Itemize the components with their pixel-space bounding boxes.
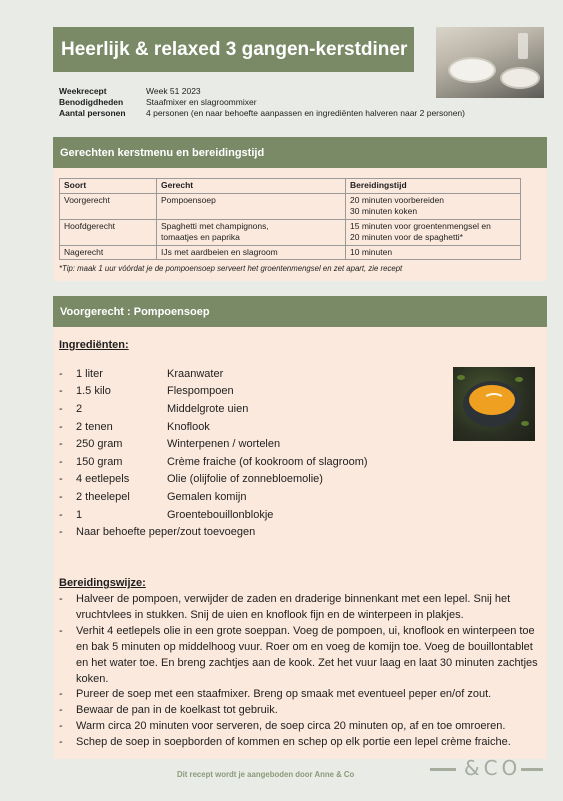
list-item: - 250 gram Winterpenen / wortelen bbox=[59, 438, 281, 451]
cell-gerecht bbox=[157, 219, 346, 245]
list-item: - 2 theelepel Gemalen komijn bbox=[59, 490, 247, 503]
logo-line bbox=[430, 768, 456, 771]
cell-line: IJs met aardbeien en slagroom bbox=[161, 246, 278, 257]
meta-label: Benodigdheden bbox=[59, 97, 124, 107]
herb-shape bbox=[457, 375, 465, 380]
list-item: - 2 tenen Knoflook bbox=[59, 420, 210, 433]
logo-line bbox=[521, 768, 543, 771]
ingredient-name: Kraanwater bbox=[167, 367, 224, 380]
ingredients-list bbox=[59, 365, 368, 541]
ingredient-name: Knoflook bbox=[167, 420, 210, 433]
cell-line: 20 minuten voorbereiden bbox=[350, 194, 445, 205]
ingredient-qty: 1 bbox=[76, 508, 83, 521]
tip-note: *Tip: maak 1 uur vóórdat je de pompoensoep serveert het groentenmengsel en zet apart, zie recept bbox=[59, 264, 403, 273]
list-item: - Naar behoefte peper/zout toevoegen bbox=[59, 526, 256, 539]
meta-value: Week 51 2023 bbox=[146, 86, 201, 96]
table-header-row bbox=[60, 179, 521, 194]
ingredient-name: Gemalen komijn bbox=[167, 490, 247, 503]
logo-mark: &CO bbox=[464, 756, 522, 780]
list-item: - 2 Middelgrote uien bbox=[59, 402, 249, 415]
step-text: Schep de soep in soepborden of kommen en schep op elk portie een lepel crème fraiche. bbox=[76, 736, 511, 749]
menu-section-title: Gerechten kerstmenu en bereidingstijd bbox=[60, 146, 265, 159]
preparation-list bbox=[59, 592, 539, 751]
menu-panel bbox=[53, 168, 547, 281]
step-text: Verhit 4 eetlepels olie in een grote soeppan. Voeg de pompoen, ui, knoflook en winterpeen toe en bak 5 minuten op middelhoog vuur. Roer om en voeg de komijn toe. Voeg de bouillontablet en het water toe. En breng zachtjes aan de kook. Zet het vuur laag en laat 30 minuten zachtjes koken. bbox=[76, 624, 538, 685]
step-text: Warm circa 20 minuten voor serveren, de soep circa 20 minuten op, af en toe omroeren. bbox=[76, 720, 506, 733]
table-row bbox=[60, 219, 521, 245]
list-item: - Verhit 4 eetlepels olie in een grote soeppan. Voeg de pompoen, ui, knoflook en winterpeen toe en bak 5 minuten op middelhoog vuur. Roer om en voeg de komijn toe. Voeg de bouillontablet en het water toe. En breng zachtjes aan de kook. Zet het vuur laag en laat 30 minuten zachtjes koken. bbox=[59, 624, 539, 688]
ingredient-qty: 2 tenen bbox=[76, 420, 113, 433]
ingredient-qty: 150 gram bbox=[76, 455, 123, 468]
preparation-heading: Bereidingswijze: bbox=[59, 577, 146, 589]
meta-value: 4 personen (en naar behoefte aanpassen en ingrediënten halveren naar 2 personen) bbox=[146, 108, 465, 118]
ingredient-qty: Naar behoefte peper/zout toevoegen bbox=[76, 526, 256, 539]
ingredient-name: Middelgrote uien bbox=[167, 402, 249, 415]
meta-label: Weekrecept bbox=[59, 86, 107, 96]
step-text: Bewaar de pan in de koelkast tot gebruik. bbox=[76, 704, 278, 717]
ingredient-qty: 4 eetlepels bbox=[76, 473, 130, 486]
table-row bbox=[60, 193, 521, 219]
footer-credit: Dit recept wordt je aangeboden door Anne & Co bbox=[177, 770, 355, 779]
page-title: Heerlijk & relaxed 3 gangen-kerstdiner bbox=[61, 38, 408, 60]
cream-swirl bbox=[483, 393, 505, 407]
meta-row bbox=[59, 97, 465, 108]
cell-tijd bbox=[346, 193, 521, 219]
cell-line: Pompoensoep bbox=[161, 194, 216, 205]
list-item: - 150 gram Crème fraiche (of kookroom of slagroom) bbox=[59, 455, 368, 468]
brand-logo bbox=[430, 758, 543, 780]
cell-soort: Voorgerecht bbox=[60, 193, 157, 219]
recipe-meta bbox=[59, 86, 465, 119]
column-header: Gerecht bbox=[157, 179, 346, 194]
plate-shape bbox=[450, 59, 494, 81]
column-header: Bereidingstijd bbox=[346, 179, 521, 194]
meta-row bbox=[59, 108, 465, 119]
cell-line: 20 minuten voor de spaghetti* bbox=[350, 232, 463, 242]
recipe-section-title: Voorgerecht : Pompoensoep bbox=[60, 305, 210, 318]
list-item: - 1 Groentebouillonblokje bbox=[59, 508, 274, 521]
ingredient-name: Flespompoen bbox=[167, 385, 234, 398]
cell-gerecht bbox=[157, 193, 346, 219]
cell-tijd bbox=[346, 219, 521, 245]
list-item: - Schep de soep in soepborden of kommen en schep op elk portie een lepel crème fraiche. bbox=[59, 735, 539, 751]
page-title-banner bbox=[53, 27, 414, 72]
table-row bbox=[60, 245, 521, 260]
ingredients-heading: Ingrediënten: bbox=[59, 339, 129, 351]
meta-label: Aantal personen bbox=[59, 108, 126, 118]
ingredient-qty: 250 gram bbox=[76, 438, 123, 451]
cell-soort: Nagerecht bbox=[60, 245, 157, 260]
glass-shape bbox=[518, 33, 528, 59]
column-header: Soort bbox=[60, 179, 157, 194]
ingredient-name: Olie (olijfolie of zonnebloemolie) bbox=[167, 473, 323, 486]
menu-section-header bbox=[53, 137, 547, 168]
list-item: - 1.5 kilo Flespompoen bbox=[59, 385, 234, 398]
step-text: Halveer de pompoen, verwijder de zaden en draderige binnenkant met een lepel. Snij het vruchtvlees in stukken. Snij de uien en knoflook fijn en de winterpeen in plakjes. bbox=[76, 593, 511, 621]
meta-row bbox=[59, 86, 465, 97]
plate-shape bbox=[502, 69, 538, 87]
ingredient-name: Winterpenen / wortelen bbox=[167, 438, 281, 451]
cell-line: Spaghetti met champignons, bbox=[161, 220, 269, 231]
cell-line: 10 minuten bbox=[350, 246, 393, 257]
cell-line: 30 minuten koken bbox=[350, 206, 418, 216]
ingredient-qty: 2 theelepel bbox=[76, 490, 130, 503]
step-text: Pureer de soep met een staafmixer. Breng op smaak met eventueel peper en/of zout. bbox=[76, 688, 492, 701]
soup-photo bbox=[453, 367, 535, 441]
ingredient-qty: 2 bbox=[76, 402, 83, 415]
ingredient-qty: 1 liter bbox=[76, 367, 103, 380]
list-item: - Warm circa 20 minuten voor serveren, de soep circa 20 minuten op, af en toe omroeren. bbox=[59, 719, 539, 735]
list-item: - 1 liter Kraanwater bbox=[59, 367, 224, 380]
cell-tijd bbox=[346, 245, 521, 260]
ingredient-name: Groentebouillonblokje bbox=[167, 508, 274, 521]
herb-shape bbox=[515, 377, 523, 382]
list-item: - Bewaar de pan in de koelkast tot gebruik. bbox=[59, 703, 539, 719]
recipe-panel bbox=[53, 327, 547, 759]
cell-line: tomaatjes en paprika bbox=[161, 232, 240, 242]
list-item: - Pureer de soep met een staafmixer. Breng op smaak met eventueel peper en/of zout. bbox=[59, 687, 539, 703]
cell-soort: Hoofdgerecht bbox=[60, 219, 157, 245]
cell-gerecht bbox=[157, 245, 346, 260]
herb-shape bbox=[521, 421, 529, 426]
ingredient-name: Crème fraiche (of kookroom of slagroom) bbox=[167, 455, 368, 468]
list-item: - 4 eetlepels Olie (olijfolie of zonnebloemolie) bbox=[59, 473, 323, 486]
menu-table bbox=[59, 178, 521, 260]
ingredient-qty: 1.5 kilo bbox=[76, 385, 111, 398]
recipe-section-header bbox=[53, 296, 547, 327]
cell-line: 15 minuten voor groentenmengsel en bbox=[350, 220, 491, 231]
meta-value: Staafmixer en slagroommixer bbox=[146, 97, 257, 107]
list-item: - Halveer de pompoen, verwijder de zaden en draderige binnenkant met een lepel. Snij het vruchtvlees in stukken. Snij de uien en knoflook fijn en de winterpeen in plakjes. bbox=[59, 592, 539, 624]
